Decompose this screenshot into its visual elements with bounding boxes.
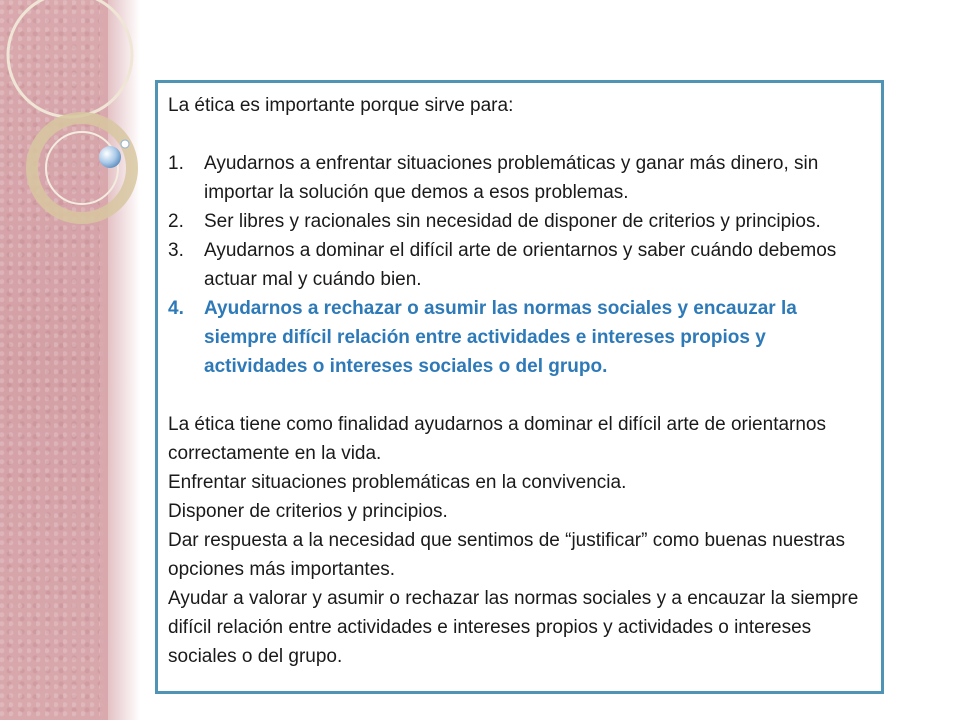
option-item-highlighted bbox=[168, 294, 871, 381]
summary-line: Enfrentar situaciones problemáticas en la convivencia. bbox=[168, 472, 627, 493]
summary-line: Dar respuesta a la necesidad que sentimos de “justificar” como buenas nuestras opciones más importantes. bbox=[168, 530, 845, 580]
option-text: Ayudarnos a dominar el difícil arte de orientarnos y saber cuándo debemos actuar mal y cuándo bien. bbox=[204, 240, 837, 290]
intro-text: La ética es importante porque sirve para: bbox=[168, 95, 514, 116]
summary-line: La ética tiene como finalidad ayudarnos a dominar el difícil arte de orientarnos correctamente en la vida. bbox=[168, 414, 826, 464]
inner-ring-decoration bbox=[46, 132, 118, 204]
option-item bbox=[168, 207, 871, 236]
option-item bbox=[168, 149, 871, 207]
large-ring-decoration bbox=[8, 0, 132, 117]
blue-bubble-decoration bbox=[99, 146, 121, 168]
option-text: Ayudarnos a enfrentar situaciones problemáticas y ganar más dinero, sin importar la solución que demos a esos problemas. bbox=[204, 153, 819, 203]
option-number: 1. bbox=[168, 153, 184, 174]
option-text: Ser libres y racionales sin necesidad de disponer de criterios y principios. bbox=[204, 211, 821, 232]
summary-line: Disponer de criterios y principios. bbox=[168, 501, 448, 522]
option-number: 4. bbox=[168, 298, 184, 319]
small-bubble-decoration bbox=[121, 140, 129, 148]
option-item bbox=[168, 236, 871, 294]
option-number: 3. bbox=[168, 240, 184, 261]
option-number: 2. bbox=[168, 211, 184, 232]
option-text: Ayudarnos a rechazar o asumir las normas sociales y encauzar la siempre difícil relación entre actividades e intereses propios y actividades o intereses sociales o del grupo. bbox=[204, 298, 797, 377]
summary-section bbox=[168, 410, 871, 671]
content-text-box bbox=[155, 80, 884, 694]
options-list bbox=[168, 149, 871, 381]
summary-line: Ayudar a valorar y asumir o rechazar las normas sociales y a encauzar la siempre difícil relación entre actividades e intereses propios y actividades o intereses sociales o del grupo. bbox=[168, 588, 859, 667]
